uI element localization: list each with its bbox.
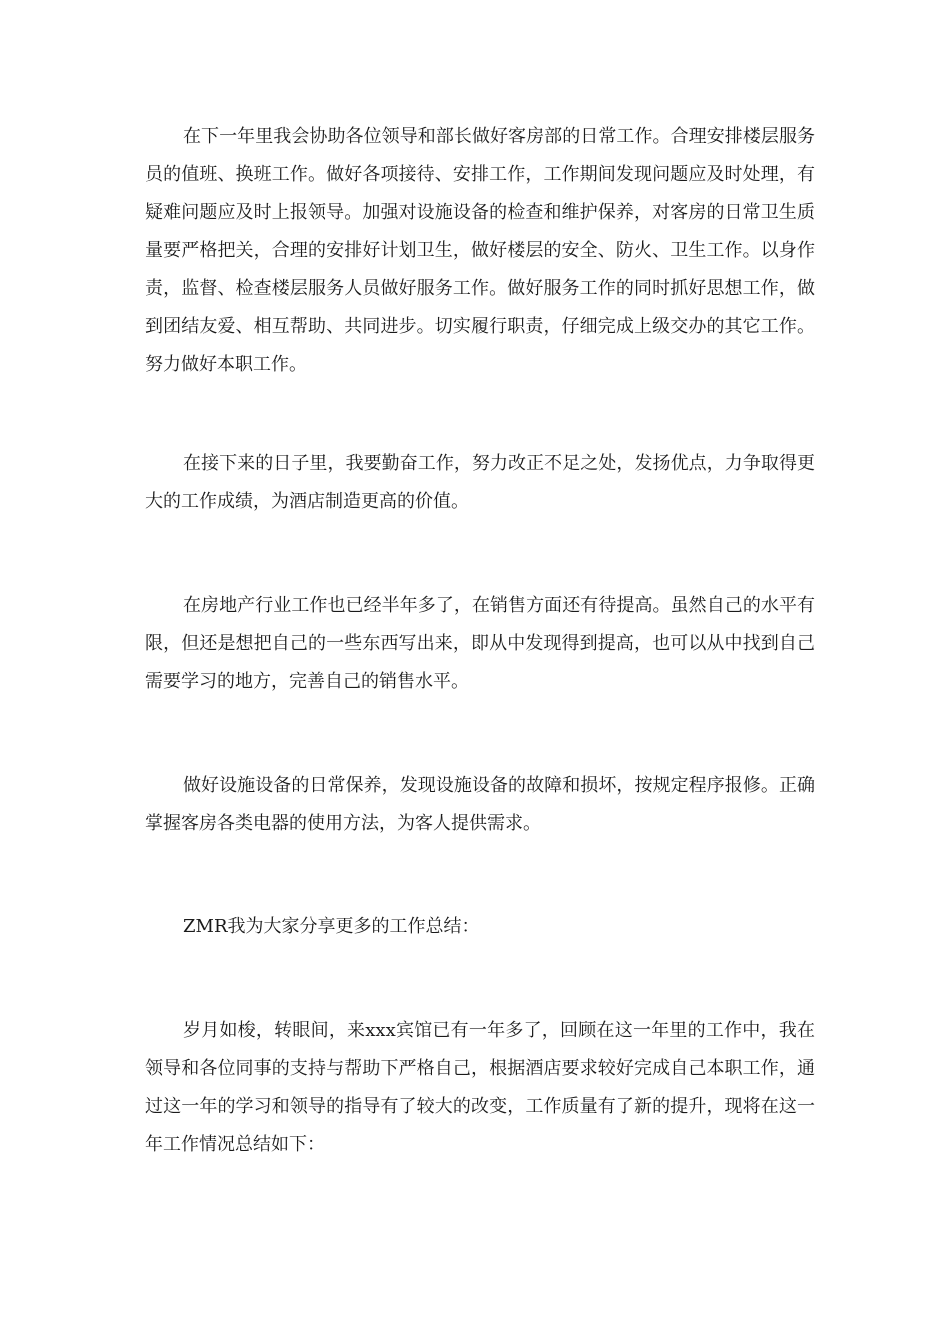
paragraph-future-effort: 在接下来的日子里，我要勤奋工作，努力改正不足之处，发扬优点，力争取得更大的工作成绩，为酒店制造更高的价值。 bbox=[145, 453, 815, 512]
paragraph-equipment-maintenance: 做好设施设备的日常保养，发现设施设备的故障和损坏，按规定程序报修。正确掌握客房各类电器的使用方法，为客人提供需求。 bbox=[145, 775, 815, 834]
paragraph-housekeeping-plan: 在下一年里我会协助各位领导和部长做好客房部的日常工作。合理安排楼层服务员的值班、换班工作。做好各项接待、安排工作，工作期间发现问题应及时处理，有疑难问题应及时上报领导。加强对设施设备的检查和维护保养，对客房的日常卫生质量要严格把关，合理的安排好计划卫生，做好楼层的安全、防火、卫生工作。以身作责，监督、检查楼层服务人员做好服务工作。做好服务工作的同时抓好思想工作，做到团结友爱、相互帮助、共同进步。切实履行职责，仔细完成上级交办的其它工作。努力做好本职工作。 bbox=[145, 126, 815, 375]
paragraph-year-review: 岁月如梭，转眼间，来xxx宾馆已有一年多了，回顾在这一年里的工作中，我在领导和各位同事的支持与帮助下严格自己，根据酒店要求较好完成自己本职工作，通过这一年的学习和领导的指导有了较大的改变，工作质量有了新的提升，现将在这一年工作情况总结如下： bbox=[145, 1020, 815, 1155]
paragraph-share-intro: ZMR我为大家分享更多的工作总结： bbox=[183, 916, 480, 937]
paragraph-real-estate-sales: 在房地产行业工作也已经半年多了，在销售方面还有待提高。虽然自己的水平有限，但还是想把自己的一些东西写出来，即从中发现得到提高，也可以从中找到自己需要学习的地方，完善自己的销售水平。 bbox=[145, 595, 815, 692]
